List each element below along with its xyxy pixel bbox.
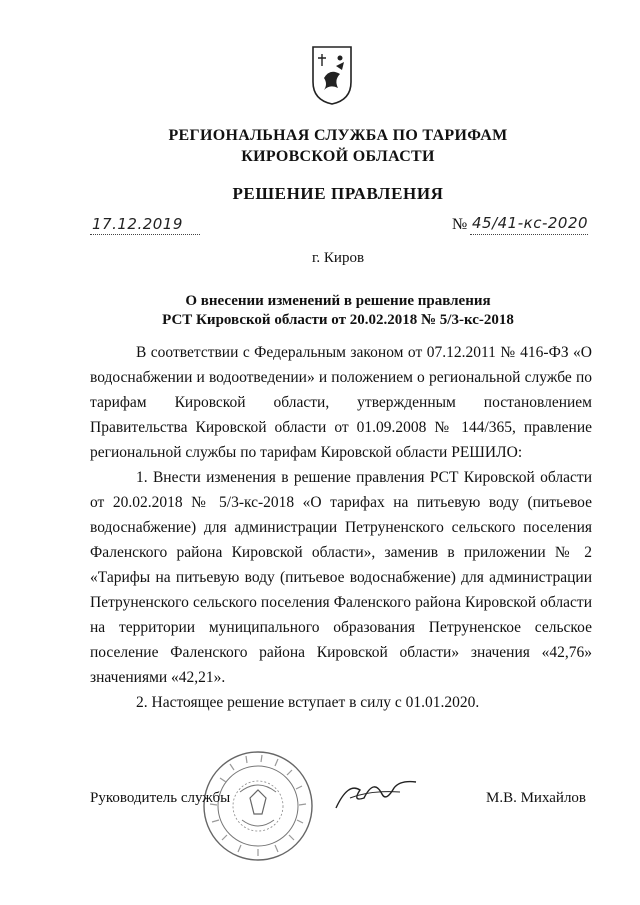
document-body xyxy=(90,340,592,715)
organization-name-line1: РЕГИОНАЛЬНАЯ СЛУЖБА ПО ТАРИФАМ xyxy=(168,127,508,144)
decision-number: 45/41-кс-2020 xyxy=(472,214,589,232)
number-sign: № xyxy=(452,216,468,233)
organization-name-line2: КИРОВСКОЙ ОБЛАСТИ xyxy=(241,148,435,165)
intro-paragraph: В соответствии с Федеральным законом от 07.12.2011 № 416-ФЗ «О водоснабжении и водоотведении» и положением о региональной службе по тарифам Кировской области, утвержденным постановлением Правительства Кировской области от 01.09.2008 № 144/365, правление региональной службы по тарифам Кировской области РЕШИЛО: xyxy=(90,344,592,461)
clause-1: 1. Внести изменения в решение правления РСТ Кировской области от 20.02.2018 № 5/3-кс-2018 «О тарифах на питьевую воду (питьевое водоснабжение) для администрации Петруненского сельского поселения Фаленского района Кировской области», заменив в приложении № 2 «Тарифы на питьевую воду (питьевое водоснабжение) для администрации Петруненского сельского поселения Фаленского района Кировской области на территории муниципального образования Петруненское сельское поселение Фаленского района Кировской области» значения «42,76» значениями «42,21». xyxy=(90,469,592,686)
signatory-name: М.В. Михайлов xyxy=(486,790,587,806)
signatory-title: Руководитель службы xyxy=(90,790,231,806)
subject-line1: О внесении изменений в решение правления xyxy=(185,293,491,309)
subject-line2: РСТ Кировской области от 20.02.2018 № 5/3-кс-2018 xyxy=(162,312,514,328)
handwritten-signature xyxy=(330,768,420,816)
city-label: г. Киров xyxy=(311,250,365,266)
clause-2: 2. Настоящее решение вступает в силу с 01.01.2020. xyxy=(136,694,480,711)
document-type-title: РЕШЕНИЕ ПРАВЛЕНИЯ xyxy=(232,184,444,203)
subject-heading xyxy=(18,292,640,330)
kirov-coat-of-arms-icon xyxy=(310,44,354,106)
decision-date: 17.12.2019 xyxy=(92,215,183,233)
